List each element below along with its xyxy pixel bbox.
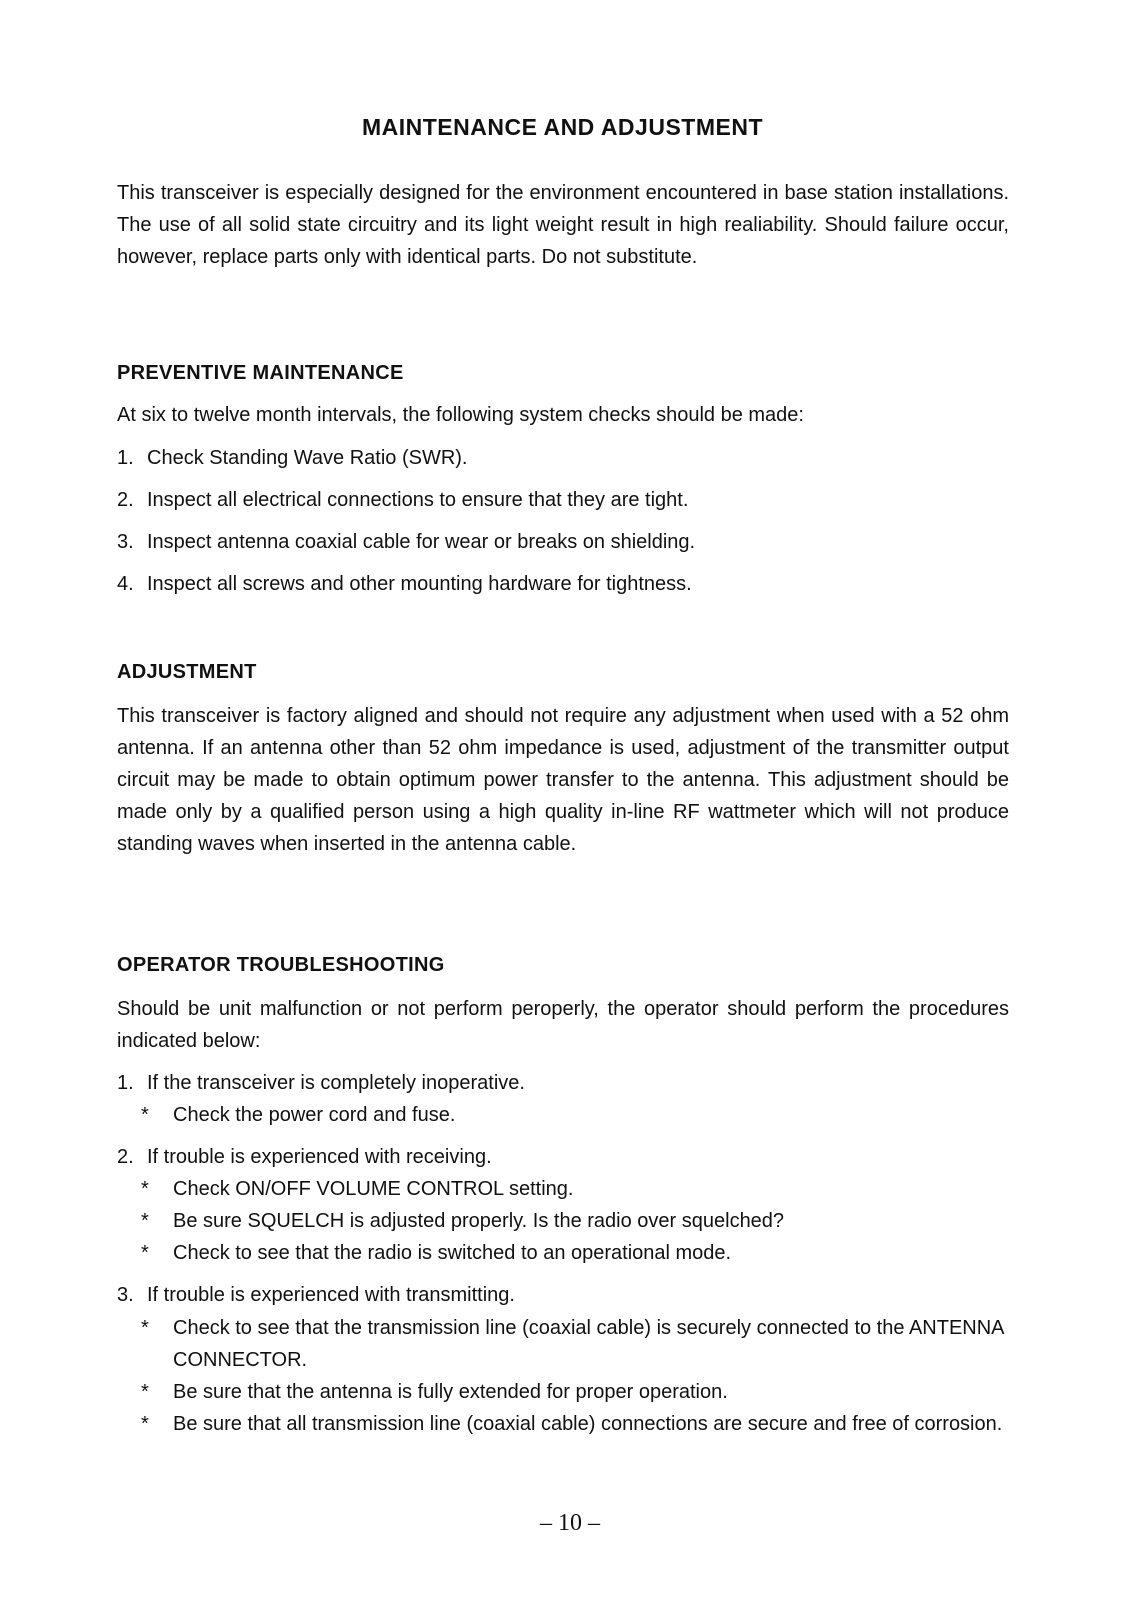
adjustment-paragraph: This transceiver is factory aligned and should not require any adjustment when used with a 52 ohm antenna. If an antenna other than 52 ohm impedance is used, adjustment of the transmitter output circuit may be made to obtain optimum power transfer to the antenna. This adjustment should be made only by a qualified person using a high quality in-line RF wattmeter which will not produce standing waves when inserted in the antenna cable. [117, 705, 1009, 855]
intro-paragraph: This transceiver is especially designed for the environment encountered in base station installations. The use of all solid state circuitry and its light weight result in high realiability. Should failure occur, however, replace parts only with identical parts. Do not substitute. [117, 182, 1009, 268]
troubleshooting-lead: Should be unit malfunction or not perform peroperly, the operator should perform the procedures indicated below: [117, 998, 1009, 1052]
check-text: Be sure SQUELCH is adjusted properly. Is the radio over squelched? [173, 1210, 785, 1232]
item-number: 3. [117, 1284, 134, 1306]
adjustment-heading: ADJUSTMENT [117, 661, 257, 683]
bullet-star: * [141, 1413, 149, 1435]
check-item [141, 1312, 1009, 1376]
item-number: 3. [117, 531, 134, 553]
item-text: Check Standing Wave Ratio (SWR). [147, 447, 468, 469]
item-text: Inspect antenna coaxial cable for wear or breaks on shielding. [147, 531, 696, 553]
list-item [117, 1141, 1009, 1173]
list-item [117, 484, 1009, 516]
check-item [141, 1173, 1009, 1205]
bullet-star: * [141, 1381, 149, 1403]
item-text: Inspect all electrical connections to ensure that they are tight. [147, 489, 689, 511]
item-text: If the transceiver is completely inoperative. [147, 1072, 525, 1094]
check-item [141, 1408, 1009, 1440]
list-item [117, 442, 1009, 474]
page-number: – 10 – [540, 1510, 600, 1536]
check-text: Be sure that the antenna is fully extended for proper operation. [173, 1381, 728, 1403]
check-text: Check to see that the transmission line (coaxial cable) is securely connected to the ANTENNA CONNECTOR. [173, 1317, 1004, 1371]
troubleshooting-heading: OPERATOR TROUBLESHOOTING [117, 954, 445, 976]
bullet-star: * [141, 1104, 149, 1126]
check-item [141, 1205, 1009, 1237]
check-text: Check to see that the radio is switched to an operational mode. [173, 1242, 732, 1264]
item-number: 4. [117, 573, 134, 595]
list-item [117, 1067, 1009, 1099]
check-text: Check the power cord and fuse. [173, 1104, 456, 1126]
item-text: If trouble is experienced with receiving. [147, 1146, 492, 1168]
item-text: If trouble is experienced with transmitting. [147, 1284, 515, 1306]
bullet-star: * [141, 1210, 149, 1232]
preventive-heading: PREVENTIVE MAINTENANCE [117, 362, 404, 384]
check-text: Be sure that all transmission line (coaxial cable) connections are secure and free of corrosion. [173, 1413, 1003, 1435]
item-number: 2. [117, 489, 134, 511]
item-text: Inspect all screws and other mounting hardware for tightness. [147, 573, 692, 595]
list-item [117, 526, 1009, 558]
bullet-star: * [141, 1242, 149, 1264]
bullet-star: * [141, 1178, 149, 1200]
list-item [117, 568, 1009, 600]
preventive-lead: At six to twelve month intervals, the following system checks should be made: [117, 404, 804, 426]
check-text: Check ON/OFF VOLUME CONTROL setting. [173, 1178, 574, 1200]
check-item [141, 1099, 1009, 1131]
item-number: 2. [117, 1146, 134, 1168]
check-item [141, 1237, 1009, 1269]
item-number: 1. [117, 1072, 134, 1094]
check-item [141, 1376, 1009, 1408]
page-title: MAINTENANCE AND ADJUSTMENT [361, 114, 763, 140]
list-item [117, 1279, 1009, 1311]
item-number: 1. [117, 447, 134, 469]
bullet-star: * [141, 1317, 149, 1339]
